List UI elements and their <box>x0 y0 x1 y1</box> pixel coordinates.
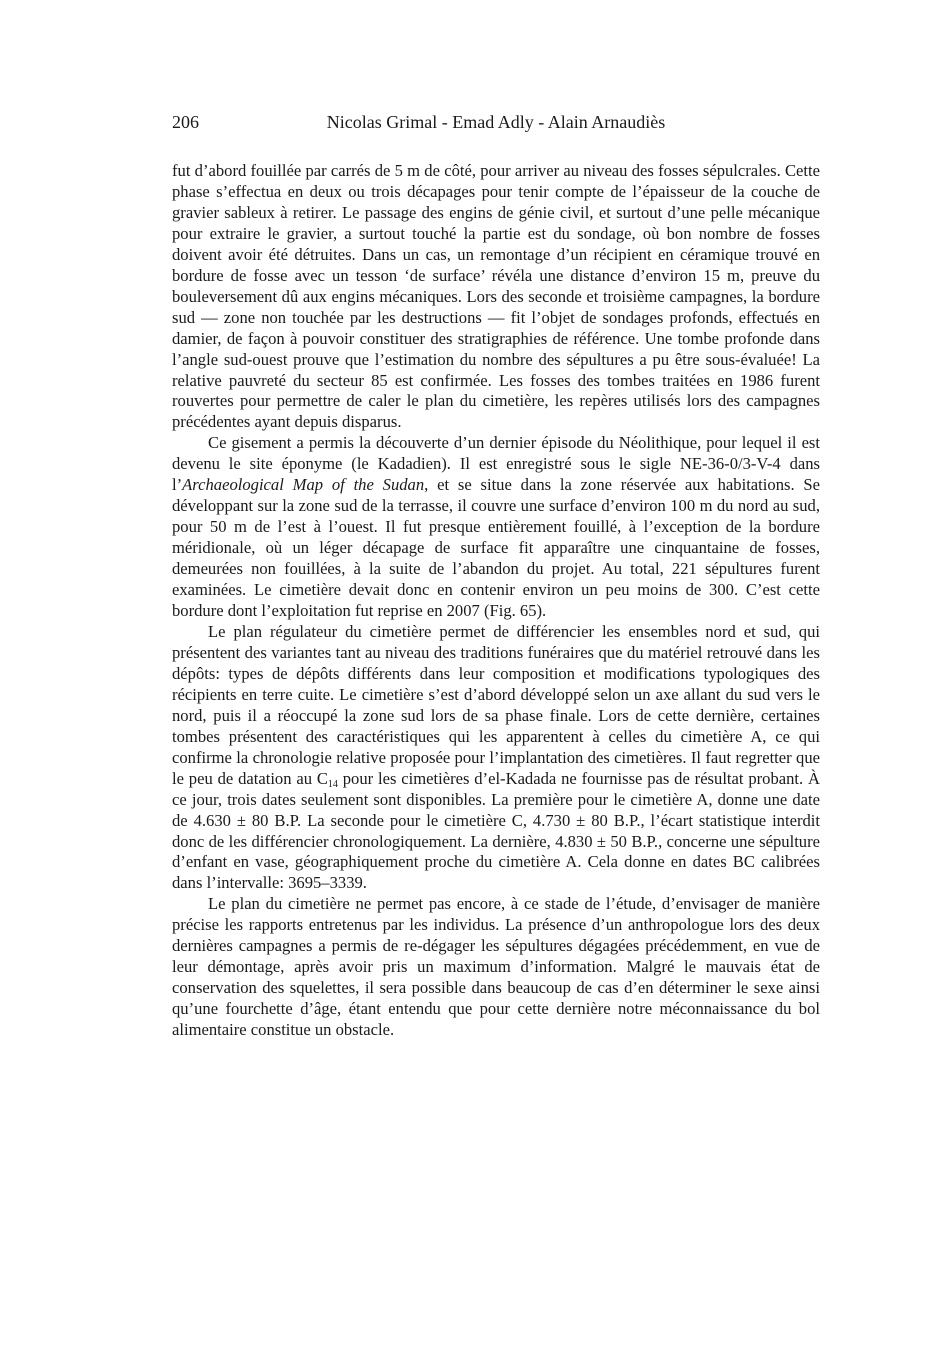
paragraph-1: fut d’abord fouillée par carrés de 5 m de côté, pour arriver au niveau des fosses sépulcrales. Cette phase s’effectua en deux ou trois décapages pour tenir compte de l’épaisseur de la couche de gravier sableux à retirer. Le passage des engins de génie civil, et surtout d’une pelle mécanique pour extraire le gravier, a surtout touché la partie est du sondage, où bon nombre de fosses doivent avoir été détruites. Dans un cas, un remontage d’un récipient en céramique trouvé en bordure de fosse avec un tesson ‘de surface’ révéla une distance d’environ 15 m, preuve du bouleversement dû aux engins mécaniques. Lors des seconde et troisième campagnes, la bordure sud — zone non touchée par les destructions — fit l’objet de sondages profonds, effectués en damier, de façon à pouvoir constituer des stratigraphies de référence. Une tombe profonde dans l’angle sud-ouest prouve que l’estimation du nombre des sépultures a pu être sous-évaluée! La relative pauvreté du secteur 85 est confirmée. Les fosses des tombes traitées en 1986 furent rouvertes pour permettre de caler le plan du cimetière, les repères utilisés lors des campagnes précédentes ayant depuis disparus. <box>172 161 820 432</box>
map-title-italic: Archaeological Map of the Sudan <box>182 475 425 495</box>
paragraph-2 <box>172 433 820 622</box>
body-text <box>172 161 820 1041</box>
page-number: 206 <box>172 112 199 132</box>
page-header <box>172 110 820 134</box>
paragraph-2-part1: Ce gisement a permis la découverte d’un dernier épisode du Néolithique, pour lequel il est devenu le site éponyme (le Kadadien). Il est enregistré sous le sigle NE-36-0/3-V-4 dans l’ <box>172 433 820 495</box>
paragraph-3 <box>172 622 820 894</box>
paragraph-3-part2: pour les cimetières d’el-Kadada ne fournisse pas de résultat probant. À ce jour, trois dates seulement sont disponibles. La première pour le cimetière A, donne une date de 4.630 ± 80 B.P. La seconde pour le cimetière C, 4.730 ± 80 B.P., l’écart statistique interdit donc de les différencier chronologiquement. La dernière, 4.830 ± 50 B.P., concerne une sépulture d’enfant en vase, géographiquement proche du cimetière A. Cela donne en dates BC calibrées dans l’intervalle: 3695–3339. <box>172 768 820 893</box>
carbon-subscript: 14 <box>327 778 338 790</box>
running-head: Nicolas Grimal - Emad Adly - Alain Arnaudiès <box>326 112 666 132</box>
paragraph-2-part2: , et se situe dans la zone réservée aux habitations. Se développant sur la zone sud de la terrasse, il couvre une surface d’environ 100 m du nord au sud, pour 50 m de l’est à l’ouest. Il fut presque entièrement fouillé, à l’exception de la bordure méridionale, où un léger décapage de surface fit apparaître une cinquantaine de fosses, demeurées non fouillées, à la suite de l’abandon du projet. Au total, 221 sépultures furent examinées. Le cimetière devait donc en contenir environ un peu moins de 300. C’est cette bordure dont l’exploitation fut reprise en 2007 (Fig. 65). <box>172 475 820 621</box>
paragraph-3-part1: Le plan régulateur du cimetière permet de différencier les ensembles nord et sud, qui présentent des variantes tant au niveau des traditions funéraires que du matériel retrouvé dans les dépôts: types de dépôts différents dans leur composition et modifications typologiques des récipients en terre cuite. Le cimetière s’est d’abord développé selon un axe allant du sud vers le nord, puis il a réoccupé la zone sud lors de sa phase finale. Lors de cette dernière, certaines tombes présentent des caractéristiques qui les apparentent à celles du cimetière A, ce qui confirme la chronologie relative proposée pour l’implantation des cimetières. Il faut regretter que le peu de datation au C <box>172 621 820 788</box>
paragraph-4: Le plan du cimetière ne permet pas encore, à ce stade de l’étude, d’envisager de manière précise les rapports entretenus par les individus. La présence d’un anthropologue lors des deux dernières campagnes a permis de re-dégager les sépultures dégagées précédemment, en vue de leur démontage, après avoir pris un maximum d’information. Malgré le mauvais état de conservation des squelettes, il sera possible dans beaucoup de cas d’en déterminer le sexe ainsi qu’une fourchette d’âge, étant entendu que pour cette dernière notre méconnaissance du bol alimentaire constitue un obstacle. <box>172 894 820 1040</box>
